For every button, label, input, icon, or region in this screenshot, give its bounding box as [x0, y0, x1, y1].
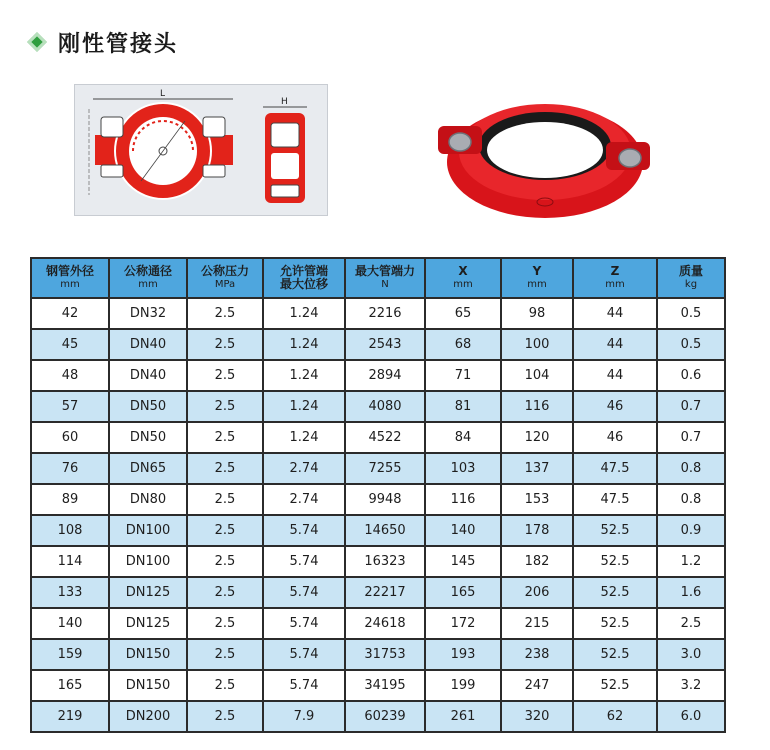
cell-nominal-pressure: 2.5 [187, 453, 263, 484]
table-row [31, 422, 725, 453]
dimension-label-l: L [160, 89, 166, 99]
cell-x: 116 [425, 484, 501, 515]
cell-mass: 1.6 [657, 577, 725, 608]
cell-max-displacement: 2.74 [263, 453, 345, 484]
cell-nominal-diameter: DN40 [109, 329, 187, 360]
table-row [31, 298, 725, 329]
cell-z: 47.5 [573, 453, 657, 484]
header-max-end-force: 最大管端力 N [345, 258, 425, 298]
cell-y: 247 [501, 670, 573, 701]
cell-mass: 0.6 [657, 360, 725, 391]
cell-z: 52.5 [573, 670, 657, 701]
cell-nominal-pressure: 2.5 [187, 577, 263, 608]
cell-max-end-force: 34195 [345, 670, 425, 701]
cell-outer-diameter: 108 [31, 515, 109, 546]
cell-y: 137 [501, 453, 573, 484]
table-row [31, 670, 725, 701]
table-row [31, 701, 725, 732]
cell-outer-diameter: 89 [31, 484, 109, 515]
cell-y: 320 [501, 701, 573, 732]
cell-y: 98 [501, 298, 573, 329]
cell-nominal-diameter: DN80 [109, 484, 187, 515]
cell-x: 65 [425, 298, 501, 329]
cell-outer-diameter: 60 [31, 422, 109, 453]
cell-max-displacement: 1.24 [263, 298, 345, 329]
cell-max-displacement: 5.74 [263, 670, 345, 701]
cell-y: 238 [501, 639, 573, 670]
cell-x: 172 [425, 608, 501, 639]
table-header-row [31, 258, 725, 298]
cell-nominal-pressure: 2.5 [187, 701, 263, 732]
cell-nominal-diameter: DN100 [109, 515, 187, 546]
cell-nominal-diameter: DN150 [109, 670, 187, 701]
table-row [31, 608, 725, 639]
cell-outer-diameter: 57 [31, 391, 109, 422]
header-y: Y mm [501, 258, 573, 298]
cell-mass: 1.2 [657, 546, 725, 577]
cell-z: 44 [573, 360, 657, 391]
cell-max-end-force: 31753 [345, 639, 425, 670]
cell-nominal-pressure: 2.5 [187, 639, 263, 670]
cell-nominal-pressure: 2.5 [187, 391, 263, 422]
cell-max-end-force: 9948 [345, 484, 425, 515]
cell-max-displacement: 5.74 [263, 577, 345, 608]
cell-nominal-pressure: 2.5 [187, 484, 263, 515]
cell-x: 193 [425, 639, 501, 670]
cell-nominal-diameter: DN100 [109, 546, 187, 577]
cell-z: 62 [573, 701, 657, 732]
cell-mass: 6.0 [657, 701, 725, 732]
technical-drawing [74, 84, 328, 216]
cell-y: 153 [501, 484, 573, 515]
cell-max-displacement: 5.74 [263, 515, 345, 546]
cell-nominal-pressure: 2.5 [187, 515, 263, 546]
table-row [31, 546, 725, 577]
table-row [31, 577, 725, 608]
cell-z: 44 [573, 329, 657, 360]
title-bar [30, 26, 178, 58]
cell-nominal-pressure: 2.5 [187, 329, 263, 360]
cell-max-end-force: 14650 [345, 515, 425, 546]
cell-max-displacement: 5.74 [263, 546, 345, 577]
header-z: Z mm [573, 258, 657, 298]
table-row [31, 360, 725, 391]
cell-z: 52.5 [573, 577, 657, 608]
cell-x: 68 [425, 329, 501, 360]
cell-mass: 2.5 [657, 608, 725, 639]
dimension-label-h: H [281, 97, 288, 107]
cell-outer-diameter: 140 [31, 608, 109, 639]
cell-z: 46 [573, 391, 657, 422]
cell-nominal-diameter: DN150 [109, 639, 187, 670]
cell-max-end-force: 2543 [345, 329, 425, 360]
cell-z: 52.5 [573, 515, 657, 546]
cell-outer-diameter: 45 [31, 329, 109, 360]
cell-max-displacement: 5.74 [263, 639, 345, 670]
spec-table [30, 257, 726, 733]
cell-max-end-force: 2894 [345, 360, 425, 391]
cell-nominal-diameter: DN40 [109, 360, 187, 391]
cell-x: 140 [425, 515, 501, 546]
coupling-drawing-svg [75, 85, 327, 215]
cell-max-displacement: 7.9 [263, 701, 345, 732]
cell-z: 52.5 [573, 546, 657, 577]
cell-max-end-force: 4522 [345, 422, 425, 453]
header-x: X mm [425, 258, 501, 298]
cell-nominal-diameter: DN32 [109, 298, 187, 329]
cell-max-displacement: 5.74 [263, 608, 345, 639]
cell-z: 52.5 [573, 639, 657, 670]
cell-z: 47.5 [573, 484, 657, 515]
cell-mass: 0.5 [657, 329, 725, 360]
cell-y: 182 [501, 546, 573, 577]
cell-outer-diameter: 76 [31, 453, 109, 484]
cell-x: 145 [425, 546, 501, 577]
cell-nominal-diameter: DN50 [109, 422, 187, 453]
diamond-bullet-icon [27, 32, 47, 52]
cell-nominal-diameter: DN125 [109, 577, 187, 608]
cell-mass: 0.8 [657, 484, 725, 515]
cell-nominal-pressure: 2.5 [187, 422, 263, 453]
cell-max-displacement: 1.24 [263, 391, 345, 422]
cell-outer-diameter: 133 [31, 577, 109, 608]
header-max-displacement: 允许管端 最大位移 [263, 258, 345, 298]
cell-y: 100 [501, 329, 573, 360]
cell-max-end-force: 22217 [345, 577, 425, 608]
cell-nominal-diameter: DN50 [109, 391, 187, 422]
cell-nominal-pressure: 2.5 [187, 298, 263, 329]
cell-outer-diameter: 159 [31, 639, 109, 670]
cell-x: 84 [425, 422, 501, 453]
cell-y: 120 [501, 422, 573, 453]
table-row [31, 391, 725, 422]
cell-nominal-pressure: 2.5 [187, 670, 263, 701]
cell-z: 44 [573, 298, 657, 329]
cell-mass: 3.2 [657, 670, 725, 701]
table-row [31, 639, 725, 670]
cell-outer-diameter: 42 [31, 298, 109, 329]
cell-nominal-diameter: DN65 [109, 453, 187, 484]
cell-outer-diameter: 48 [31, 360, 109, 391]
table-row [31, 329, 725, 360]
cell-x: 261 [425, 701, 501, 732]
cell-max-end-force: 24618 [345, 608, 425, 639]
cell-nominal-diameter: DN200 [109, 701, 187, 732]
table-row [31, 453, 725, 484]
cell-mass: 0.5 [657, 298, 725, 329]
cell-nominal-pressure: 2.5 [187, 360, 263, 391]
product-photo [420, 72, 670, 232]
cell-mass: 3.0 [657, 639, 725, 670]
cell-mass: 0.8 [657, 453, 725, 484]
header-outer-diameter: 钢管外径 mm [31, 258, 109, 298]
header-nominal-pressure: 公称压力 MPa [187, 258, 263, 298]
header-mass: 质量 kg [657, 258, 725, 298]
cell-max-end-force: 7255 [345, 453, 425, 484]
spec-table-wrap [30, 257, 724, 733]
cell-outer-diameter: 219 [31, 701, 109, 732]
table-row [31, 484, 725, 515]
cell-mass: 0.7 [657, 391, 725, 422]
cell-mass: 0.7 [657, 422, 725, 453]
cell-nominal-pressure: 2.5 [187, 546, 263, 577]
table-row [31, 515, 725, 546]
cell-y: 104 [501, 360, 573, 391]
red-coupling-photo-svg [420, 72, 670, 232]
cell-max-displacement: 1.24 [263, 422, 345, 453]
cell-z: 46 [573, 422, 657, 453]
cell-outer-diameter: 165 [31, 670, 109, 701]
cell-x: 199 [425, 670, 501, 701]
cell-max-end-force: 2216 [345, 298, 425, 329]
cell-y: 206 [501, 577, 573, 608]
cell-max-displacement: 1.24 [263, 360, 345, 391]
cell-nominal-diameter: DN125 [109, 608, 187, 639]
cell-max-end-force: 16323 [345, 546, 425, 577]
cell-x: 103 [425, 453, 501, 484]
cell-nominal-pressure: 2.5 [187, 608, 263, 639]
header-nominal-diameter: 公称通径 mm [109, 258, 187, 298]
cell-max-displacement: 1.24 [263, 329, 345, 360]
cell-x: 81 [425, 391, 501, 422]
cell-mass: 0.9 [657, 515, 725, 546]
page-title: 刚性管接头 [58, 31, 179, 57]
cell-max-displacement: 2.74 [263, 484, 345, 515]
cell-y: 178 [501, 515, 573, 546]
cell-max-end-force: 4080 [345, 391, 425, 422]
cell-max-end-force: 60239 [345, 701, 425, 732]
cell-x: 165 [425, 577, 501, 608]
cell-y: 215 [501, 608, 573, 639]
cell-x: 71 [425, 360, 501, 391]
cell-y: 116 [501, 391, 573, 422]
cell-outer-diameter: 114 [31, 546, 109, 577]
cell-z: 52.5 [573, 608, 657, 639]
